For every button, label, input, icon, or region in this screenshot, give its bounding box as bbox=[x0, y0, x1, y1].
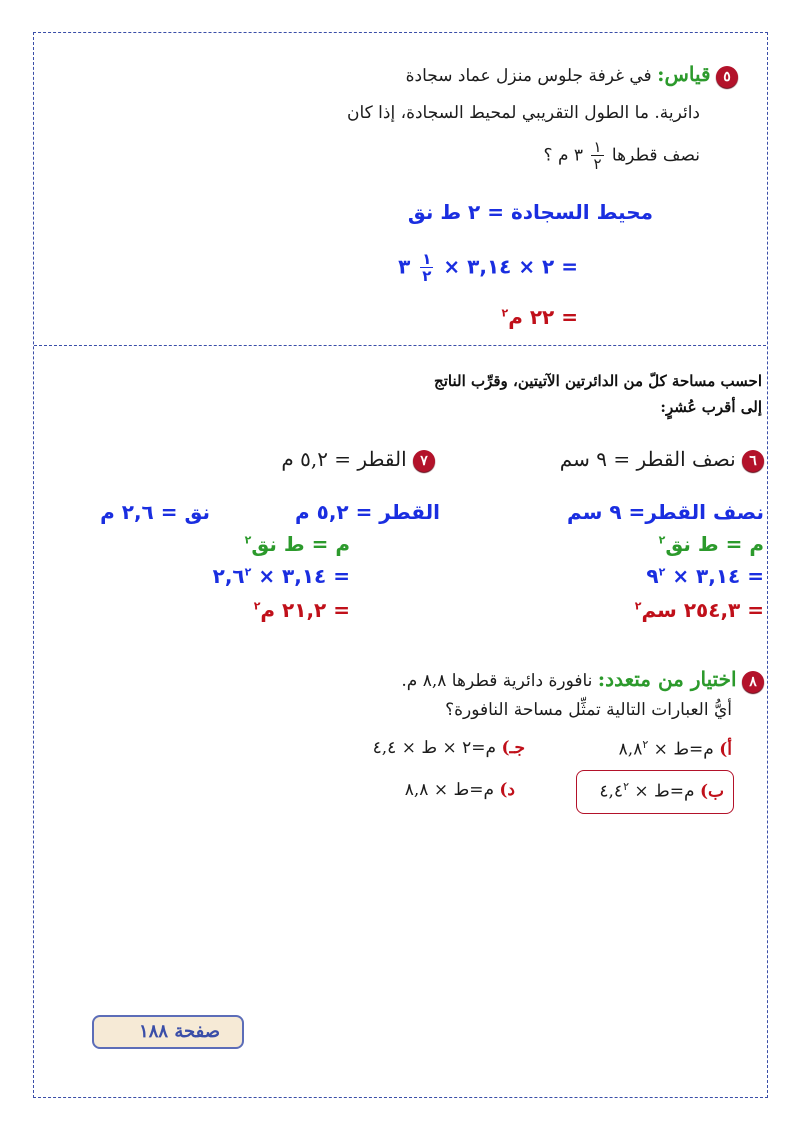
q8-option-b[interactable]: ب) م=ط × $٤,٤^٢$ bbox=[599, 780, 724, 802]
q5-solution-result: = ٢٢ م$^٢$ bbox=[501, 305, 578, 329]
q5-solution-title: محيط السجادة = ٢ ط نق bbox=[407, 200, 653, 224]
q7-number-badge: ٧ bbox=[413, 450, 435, 472]
q7-step: = ٣,١٤ × $٢,٦^٢$ bbox=[212, 564, 350, 588]
q8-option-a[interactable]: أ) م=ط × $٨,٨^٢$ bbox=[618, 738, 732, 760]
q6-step: = ٣,١٤ × $٩^٢$ bbox=[646, 564, 764, 588]
q6-formula: م = ط نق$^٢$ bbox=[658, 532, 764, 556]
q7-given-diameter: القطر = ٥,٢ م bbox=[294, 500, 440, 524]
q7-result: = ٢١,٢ م$^٢$ bbox=[253, 598, 350, 622]
q8-prompt: ٨ اختيار من متعدد: نافورة دائرية قطرها ٨,٨ م. bbox=[401, 667, 764, 693]
q5-number-badge: ٥ bbox=[716, 66, 738, 88]
q8-number-badge: ٨ bbox=[742, 671, 764, 693]
q8-option-d[interactable]: د) م=ط × ٨,٨ bbox=[404, 780, 515, 800]
q6-given: نصف القطر= ٩ سم bbox=[567, 500, 764, 524]
page-number-label: صفحة ١٨٨ bbox=[139, 1021, 220, 1042]
q5-line1 bbox=[406, 62, 738, 88]
page-number-badge bbox=[92, 1015, 244, 1049]
q6-number-badge: ٦ bbox=[742, 450, 764, 472]
q5-text-line3: نصف قطرها $\frac{١}{٢}$ ٣ م ؟ bbox=[543, 138, 700, 173]
intro-line1: احسب مساحة كلّ من الدائرتين الآتيتين، وقرِّب الناتج bbox=[434, 372, 762, 390]
q6-prompt: ٦ نصف القطر = ٩ سم bbox=[560, 447, 764, 472]
q8-label: اختيار من متعدد: bbox=[597, 667, 737, 691]
section-divider bbox=[34, 345, 766, 346]
q5-text-line2: دائرية. ما الطول التقريبي لمحيط السجادة، إذا كان bbox=[347, 103, 700, 123]
q8-option-c[interactable]: جـ) م=٢ × ط × ٤,٤ bbox=[372, 738, 525, 758]
intro-line2: إلى أقرب عُشرٍ: bbox=[660, 398, 762, 416]
q5-text-line1: في غرفة جلوس منزل عماد سجادة bbox=[405, 66, 652, 86]
q7-prompt: ٧ القطر = ٥,٢ م bbox=[281, 447, 435, 472]
q5-label: قياس: bbox=[657, 62, 711, 86]
q5-solution-step: = ٢ × ٣,١٤ × $\frac{١}{٢}$ ٣ bbox=[398, 250, 578, 285]
q7-formula: م = ط نق$^٢$ bbox=[244, 532, 350, 556]
q6-result: = ٢٥٤,٣ سم$^٢$ bbox=[634, 598, 764, 622]
fraction-half: $\frac{١}{٢}$ bbox=[593, 138, 602, 173]
q7-given-radius: نق = ٢,٦ م bbox=[100, 500, 210, 524]
q8-question: أيُّ العبارات التالية تمثِّل مساحة النافورة؟ bbox=[445, 700, 732, 720]
